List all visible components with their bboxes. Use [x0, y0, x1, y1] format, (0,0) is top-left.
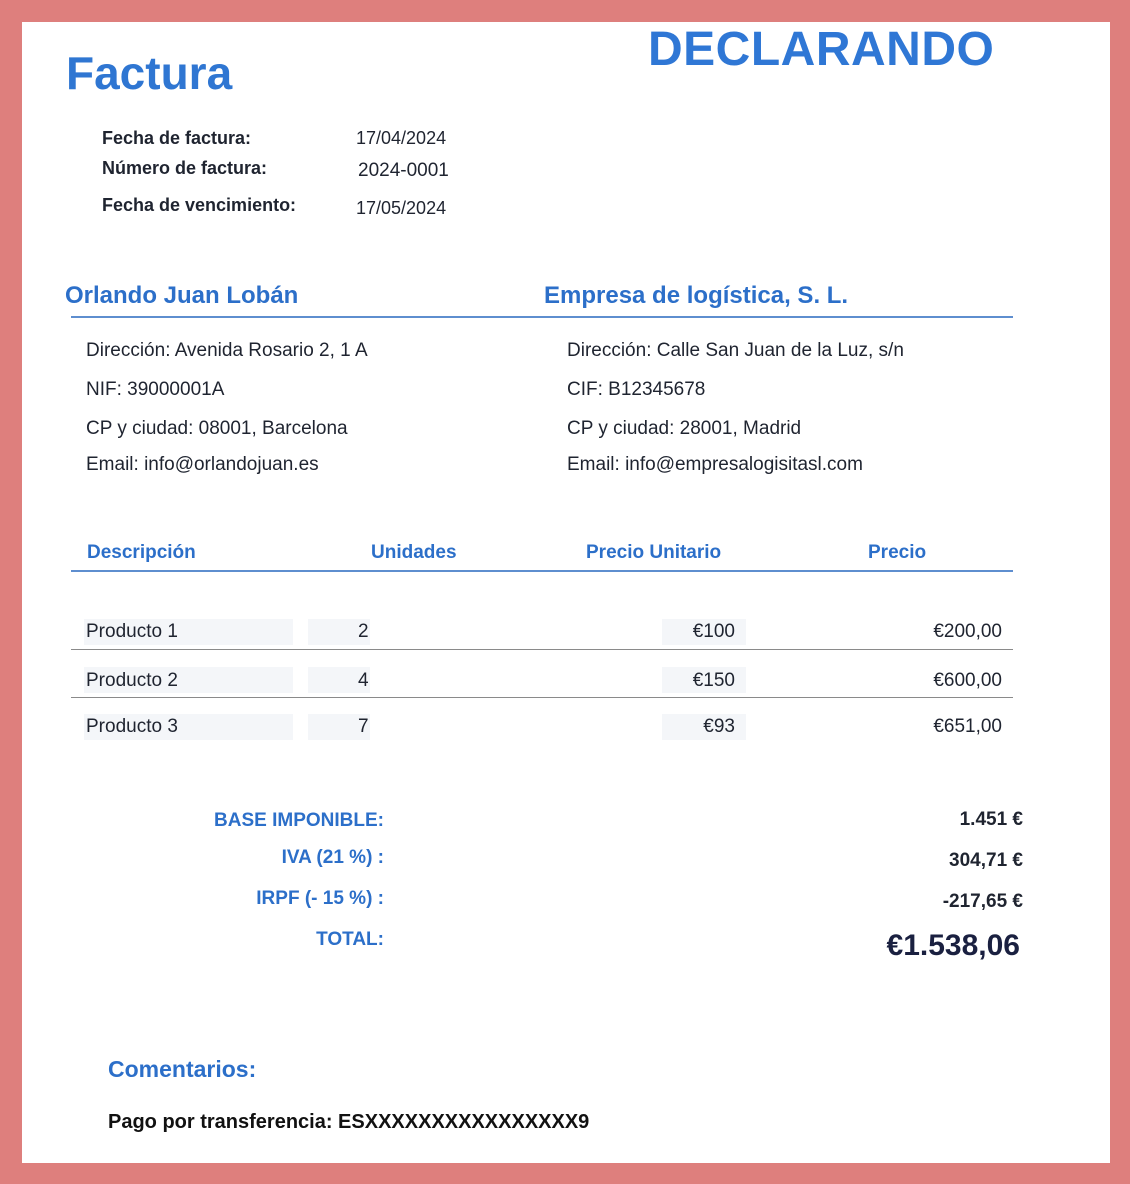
issuer-address: Dirección: Avenida Rosario 2, 1 A — [86, 340, 368, 361]
client-name: Empresa de logística, S. L. — [544, 282, 849, 309]
row-description: Producto 1 — [86, 621, 178, 642]
row-price: €600,00 — [933, 670, 1002, 691]
column-header-units: Unidades — [371, 542, 457, 563]
iva-value: 304,71 € — [949, 850, 1023, 871]
row-units: 7 — [358, 716, 369, 737]
table-header-divider — [71, 570, 1013, 572]
issuer-email: Email: info@orlandojuan.es — [86, 454, 319, 475]
invoice-date: 17/04/2024 — [356, 128, 447, 148]
invoice-number-label: Número de factura: — [102, 158, 268, 178]
irpf-value: -217,65 € — [942, 891, 1023, 912]
row-units: 4 — [358, 670, 369, 691]
due-date-label: Fecha de vencimiento: — [102, 195, 297, 215]
client-tax-id: CIF: B12345678 — [567, 379, 706, 400]
row-unit-price: €150 — [692, 670, 735, 691]
client-city: CP y ciudad: 28001, Madrid — [567, 418, 802, 439]
row-description: Producto 2 — [86, 670, 178, 691]
issuer-tax-id: NIF: 39000001A — [86, 379, 225, 400]
due-date: 17/05/2024 — [356, 198, 447, 218]
brand-logo: DECLARANDO — [648, 23, 995, 76]
iva-label: IVA (21 %) : — [281, 847, 384, 868]
row-units: 2 — [358, 621, 369, 642]
parties-divider — [71, 316, 1013, 318]
row-divider — [71, 649, 1013, 650]
page-title: Factura — [66, 47, 233, 99]
irpf-label: IRPF (- 15 %) : — [256, 888, 384, 909]
row-description: Producto 3 — [86, 716, 178, 737]
client-email: Email: info@empresalogisitasl.com — [567, 454, 863, 475]
issuer-city: CP y ciudad: 08001, Barcelona — [86, 418, 348, 439]
payment-note: Pago por transferencia: ESXXXXXXXXXXXXXXXX9 — [108, 1111, 590, 1133]
comments-heading: Comentarios: — [108, 1056, 257, 1082]
row-divider — [71, 697, 1013, 698]
issuer-name: Orlando Juan Lobán — [65, 282, 299, 309]
total-label: TOTAL: — [316, 929, 384, 950]
client-address: Dirección: Calle San Juan de la Luz, s/n — [567, 340, 904, 361]
column-header-price: Precio — [868, 542, 927, 563]
invoice-date-label: Fecha de factura: — [102, 128, 252, 148]
base-imponible-value: 1.451 € — [959, 809, 1023, 830]
row-price: €200,00 — [933, 621, 1002, 642]
base-imponible-label: BASE IMPONIBLE: — [214, 810, 384, 831]
invoice-page — [22, 22, 1110, 1163]
total-value: €1.538,06 — [886, 929, 1020, 962]
invoice-number: 2024-0001 — [358, 160, 449, 181]
column-header-unit-price: Precio Unitario — [586, 542, 722, 563]
column-header-description: Descripción — [87, 542, 196, 563]
row-unit-price: €93 — [703, 716, 735, 737]
row-unit-price: €100 — [692, 621, 735, 642]
row-price: €651,00 — [933, 716, 1002, 737]
